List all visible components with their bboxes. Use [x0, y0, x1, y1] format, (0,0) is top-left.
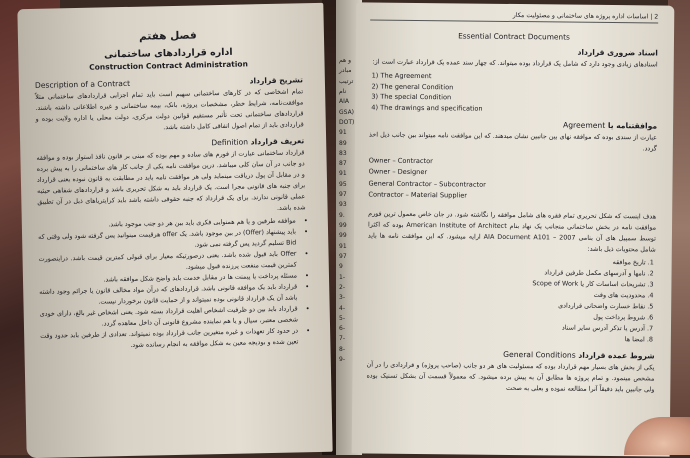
list-item: 2) The general Condition: [371, 82, 454, 91]
peek-line: 97: [339, 252, 347, 260]
list-item: • موافقه طرفین و یا هم همنوایی فکری باید بین هر دو جنب موجود باشد.: [38, 216, 296, 232]
peek-line: 6-: [339, 325, 345, 333]
peek-line: GSA): [339, 108, 355, 116]
bullet-list: [38, 215, 309, 353]
chapter-subtitle-english: Construction Contract Administration: [89, 59, 248, 72]
list-item: Owner – Designer: [368, 167, 428, 177]
list-item: General Contractor – Subcontractor: [368, 179, 486, 189]
section-heading: موافقتنامه یا Agreement: [562, 120, 658, 131]
chapter-subtitle: اداره قراردادهای ساختمانی: [103, 46, 233, 61]
peek-line: 8-: [339, 345, 345, 353]
peek-line: 91: [339, 170, 347, 178]
peek-line: 99: [339, 222, 347, 229]
peek-line: 3-: [339, 294, 345, 302]
list-item: • قرارداد باید بین دو ظرفیت اشخاص اهلیت قرارداد بسته شود. یعنی اشخاص غیر بالغ، دارای خودی شخصی معتبر، سیال و یا هم نماینده مشروع قانونی آن داخل معاهده گردد.: [40, 304, 298, 331]
list-item: • باید پیشنهاد (Offer) در بین موجود باشد. یک offer هرقیمت مینوانید پس گرفته شود ولی وقتی که Bid تسلیم گردید پس گرفته نمی شود.: [38, 227, 296, 254]
paragraph: تمام اشخاصی که در کارهای ساختمانی سهیم است باید تمام اجزایی قراردادهای ساختمانی مثلاً موافقت‌نامه، شرایط خطر، مشخصات پروژه، بانک، بیمه ساختمانی و غیره اطلاعاتی داشته باشند. قراردادهای ساختمانی تحت تأثیر مستقیم قوانین دولت مرکزی، دولت محلی یا اداره ولایت بوده و قراردادی باید از تمام اصول اتفاقی کامل داشته باشد.: [35, 87, 304, 132]
peek-line: 95: [339, 180, 347, 188]
paragraph: هدف اینست که شکل تحریری تمام فقره های شامل موافقه را نگاشته شود. در جان خاص معمول ترین فورم موافقت نامه در بخش ساختمانی منجانب یک نهاد بنام American Institute of Architect بوده که اکثرا توسط سمپیل های آن بنامی AIA Document A101 – 2007 ارایه میشود. که این موافقت نامه ها باید شامل محتویات ذیل باشد:: [367, 209, 657, 254]
peek-line: AIA: [339, 98, 349, 106]
peek-line: 2-: [339, 283, 345, 291]
peek-line: نام: [339, 87, 347, 95]
peek-line: ترتیب: [339, 77, 354, 85]
peek-line: مبادر: [339, 67, 352, 75]
section-heading: اسناد ضروری قرارداد: [577, 47, 658, 58]
list-item: 4) The drawings and specification: [371, 103, 483, 113]
section-heading: تشریح قرارداد Description of a Contract: [34, 75, 303, 90]
peek-line: 4-: [339, 304, 345, 312]
list-item: • در حدود کار تعهدات و غیره متغیرین جانب قرارداد بوده نمیتواند. تعدادی از طرفین باید حدود وقت تعین شده و بودیجه معین به شکل موافقه به انجام رسانده شود.: [40, 326, 298, 353]
peek-line: 99: [339, 232, 347, 240]
list-item: 7. آدرس یا تذکر آدرس سایر اسناد: [367, 321, 645, 335]
peek-line: 1-: [339, 273, 345, 281]
list-item: 6. شروط پرداخت پول: [367, 310, 645, 324]
peek-line: 97: [339, 191, 347, 199]
party-pairs: [368, 156, 656, 204]
list-item: • مسئله پرداخت یا پیمنت ها در مقابل خدمت باید واضح شکل موافقه باشد.: [39, 271, 297, 287]
peek-line: 93: [339, 201, 347, 209]
list-item: 8. امضا ها: [367, 332, 645, 346]
peek-line: 5-: [339, 314, 345, 322]
list-item: 1. تاریخ موافقه: [368, 255, 646, 269]
peek-line: 9: [339, 263, 343, 271]
paragraph: اسنادهای زیادی وجود دارد که شامل یک قرارداد بوده میتواند. که چهار سند عمده یک قرارداد عبارت است از:: [372, 57, 658, 69]
document-list: [369, 71, 657, 116]
peek-line: 91: [339, 242, 347, 250]
section-heading: تعریف قرارداد Definition: [211, 136, 305, 148]
list-item: 2. نامها و آدرسهای مکمل طرفین قرارداد: [367, 266, 645, 280]
paragraph: قرارداد ساختمانی عبارت از فورم های ساده و مهم بوده که مبنی بر قانون نافذ استوار بوده و موافقه دو جانب در آن سان کلی میباشد. درین موافقت نامه یکی از جانب کار های ساختمانی را به پیش برده و در مقابل آن پول دریافت مینماید ولی هر موافقت نامه باید در مطابقت به قانون نبوده یعنی قرارداد برای جنبه های قانونی مجرا است. یک قرارداد باید به شکل تحریری باشد و قراردادهای شفاهی حیثیه عملی قانونی ندارند. برای یک قرارداد که جنبه حقوقی داشته باشد باید کرایتریاهای ذیل در آن تطبیق شده باشد.: [36, 148, 306, 212]
list-item: 4. محدودیت های وقت: [367, 288, 645, 302]
paragraph: عبارت از سندی بوده که موافقه نهای بین جانبین نشان میدهند. که این موافقت نامه میتواند بین جانب ذیل اخذ گردد.: [368, 130, 658, 153]
peek-line: 9-: [339, 356, 345, 364]
peek-line: 9.: [339, 211, 345, 219]
list-item: 1) The Agreement: [371, 71, 432, 81]
section-heading: شروط عمده قرارداد General Conditions: [503, 350, 655, 361]
list-item: Contractor – Material Supplier: [368, 190, 468, 200]
list-item: • قرارداد باید یک موافقه قانونی باشد. قراردادهای که درآن مواد مخالف قانون یا جرائم وجود داشته باشد آن یک قرارداد قانونی بوده نمیتواند و از حمایت قانون برخوردار نیست.: [39, 282, 297, 309]
ordered-list: [367, 255, 656, 346]
peek-line: 7-: [339, 335, 345, 343]
peek-line: 83: [339, 149, 347, 157]
section-heading-english: Essential Contract Documents: [458, 31, 570, 42]
list-item: 3) The special Condition: [371, 92, 452, 102]
peek-line: 89: [339, 139, 347, 147]
peek-line: 87: [339, 160, 347, 168]
left-page: [17, 3, 332, 458]
list-item: 5. نقاط خسارت واضحانی قراردادی: [367, 299, 645, 313]
running-header: 2 | اساسات اداره پروژه های ساختمانی و مصئولیت مکار: [370, 10, 658, 23]
peek-line: و هم: [339, 57, 351, 64]
chapter-title: فصل هفتم: [138, 29, 197, 43]
right-page: [352, 2, 675, 456]
list-item: • Offer باید قبول شده باشد. یعنی درصورتیکه معیار برای قبولی کمترین قیمت باشد. دراینصورت کمترین قیمت منفعت پرزنده قبول میشود.: [38, 249, 296, 276]
list-item: 3. تشریحات اساسات کار یا Scope of Work: [367, 277, 645, 291]
peek-line: 91: [339, 129, 347, 137]
list-item: Owner – Contractor: [368, 156, 433, 166]
peek-line: DOT): [339, 118, 355, 126]
paragraph: یکی از بخش های بسیار مهم قرارداد بوده که مسئولیت های هر دو جانب (صاحب پروژه) و قراردادی را در آن مشخص مینمود. و تمام پروژه ها مطابق آن به پیش برده میشود. که معمولاً قسمت آن بشکل تسنیک بوده ولی جانبین باید دقیقاً آنرا مطالعه نموده و بعلی به صحت: [366, 360, 655, 394]
